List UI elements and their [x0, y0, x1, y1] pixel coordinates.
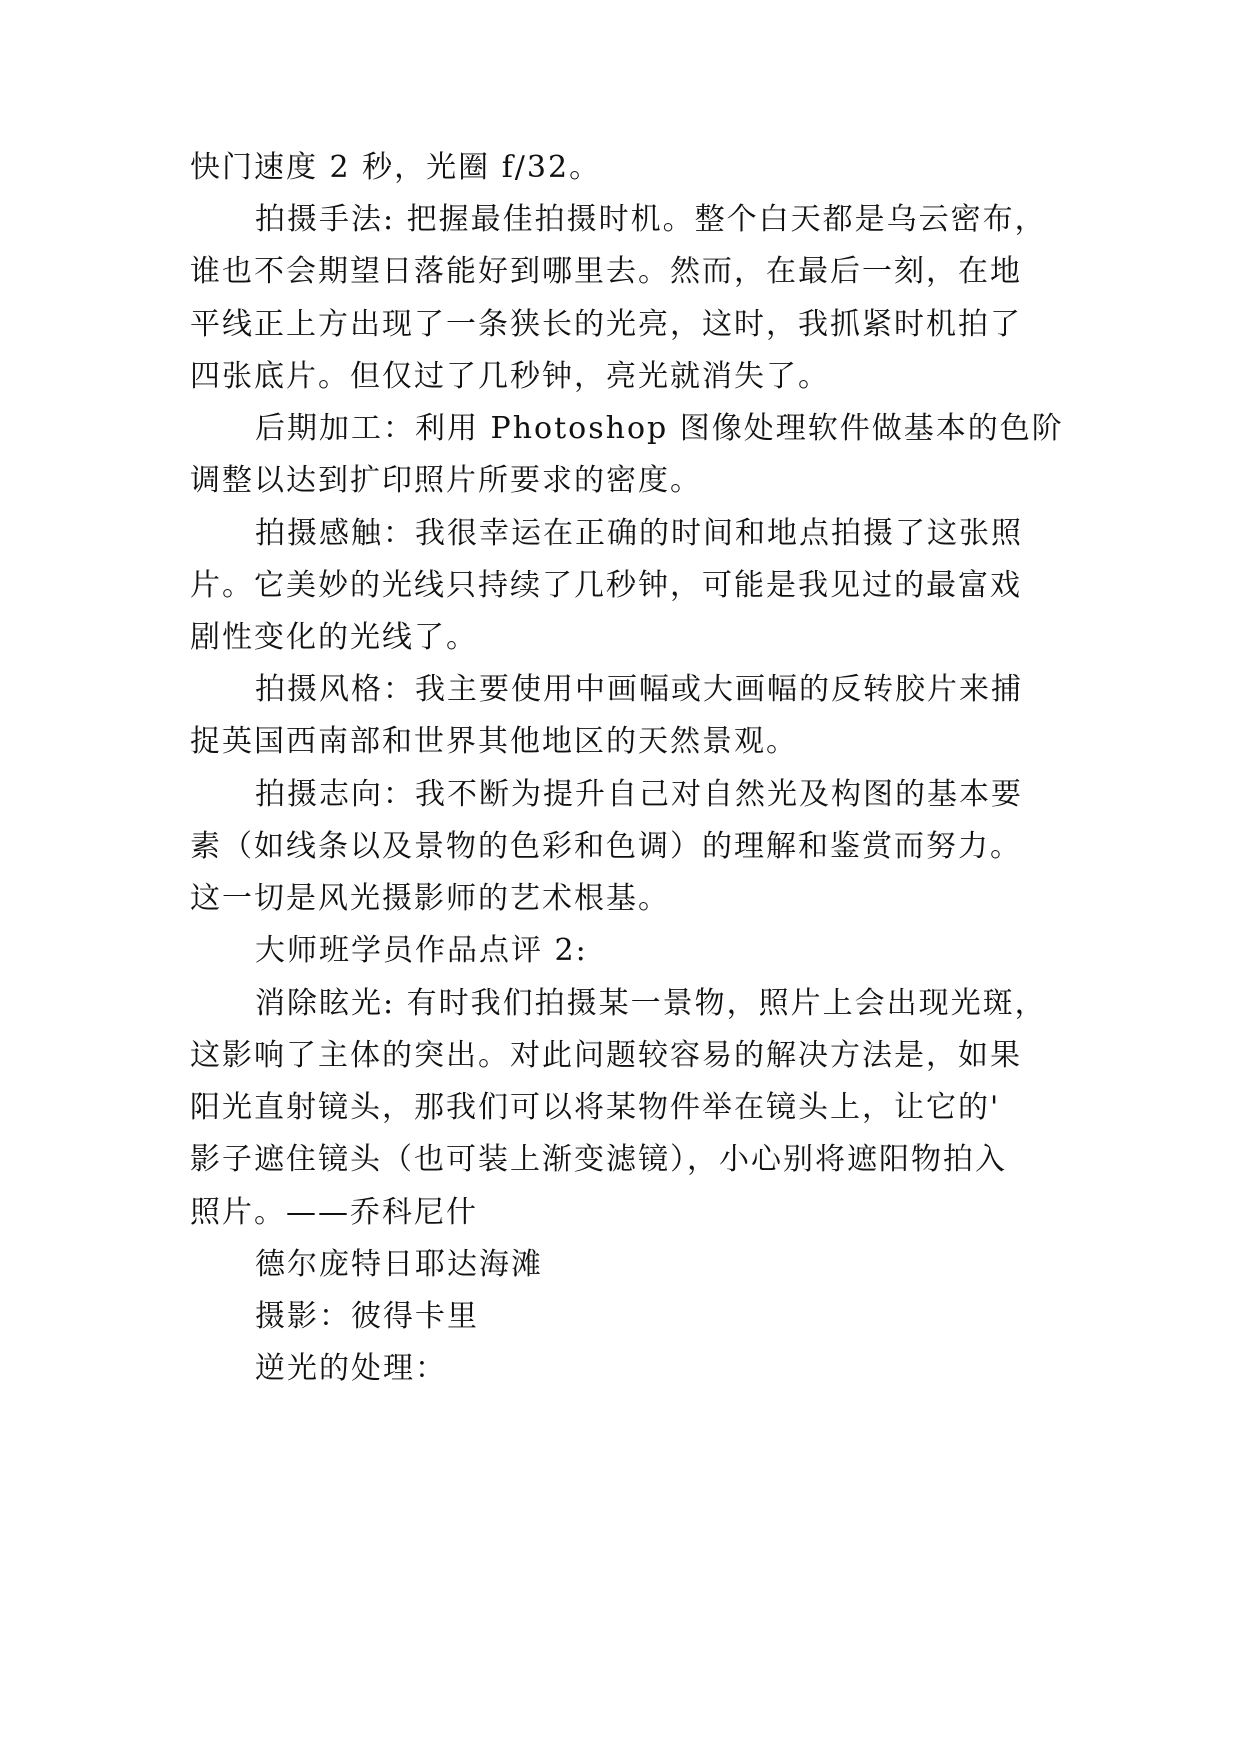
text-line: 四张底片。但仅过了几秒钟，亮光就消失了。	[190, 359, 830, 394]
text-line: 拍摄志向：我不断为提升自己对自然光及构图的基本要	[255, 777, 1023, 812]
text-line: 德尔庞特日耶达海滩	[255, 1247, 543, 1282]
text-line: 这影响了主体的突出。对此问题较容易的解决方法是，如果	[190, 1038, 1022, 1073]
text-line: 谁也不会期望日落能好到哪里去。然而，在最后一刻，在地	[190, 254, 1022, 289]
text-line: 拍摄风格：我主要使用中画幅或大画幅的反转胶片来捕	[255, 672, 1023, 707]
text-line: 快门速度 2 秒，光圈 f/32。	[190, 150, 602, 185]
text-line: 素（如线条以及景物的色彩和色调）的理解和鉴赏而努力。	[190, 829, 1022, 864]
text-line: 阳光直射镜头，那我们可以将某物件举在镜头上，让它的'	[190, 1090, 1001, 1125]
text-line: 片。它美妙的光线只持续了几秒钟，可能是我见过的最富戏	[190, 568, 1022, 603]
text-line: 逆光的处理：	[255, 1351, 447, 1386]
text-line: 捉英国西南部和世界其他地区的天然景观。	[190, 724, 798, 759]
text-line: 拍摄手法: 把握最佳拍摄时机。整个白天都是乌云密布，	[255, 202, 1047, 237]
text-line: 后期加工：利用 Photoshop 图像处理软件做基本的色阶	[255, 411, 1064, 446]
text-line: 影子遮住镜头（也可装上渐变滤镜），小心别将遮阳物拍入	[190, 1142, 1007, 1177]
text-line: 摄影：彼得卡里	[255, 1299, 479, 1334]
text-line: 拍摄感触：我很幸运在正确的时间和地点拍摄了这张照	[255, 516, 1023, 551]
text-line: 照片。——乔科尼什	[190, 1195, 478, 1230]
text-line: 剧性变化的光线了。	[190, 620, 478, 655]
text-line: 平线正上方出现了一条狭长的光亮，这时，我抓紧时机拍了	[190, 307, 1022, 342]
text-line: 消除眩光: 有时我们拍摄某一景物，照片上会出现光斑，	[255, 986, 1047, 1021]
text-line: 这一切是风光摄影师的艺术根基。	[190, 881, 670, 916]
text-line: 大师班学员作品点评 2:	[255, 933, 588, 968]
text-line: 调整以达到扩印照片所要求的密度。	[190, 463, 702, 498]
